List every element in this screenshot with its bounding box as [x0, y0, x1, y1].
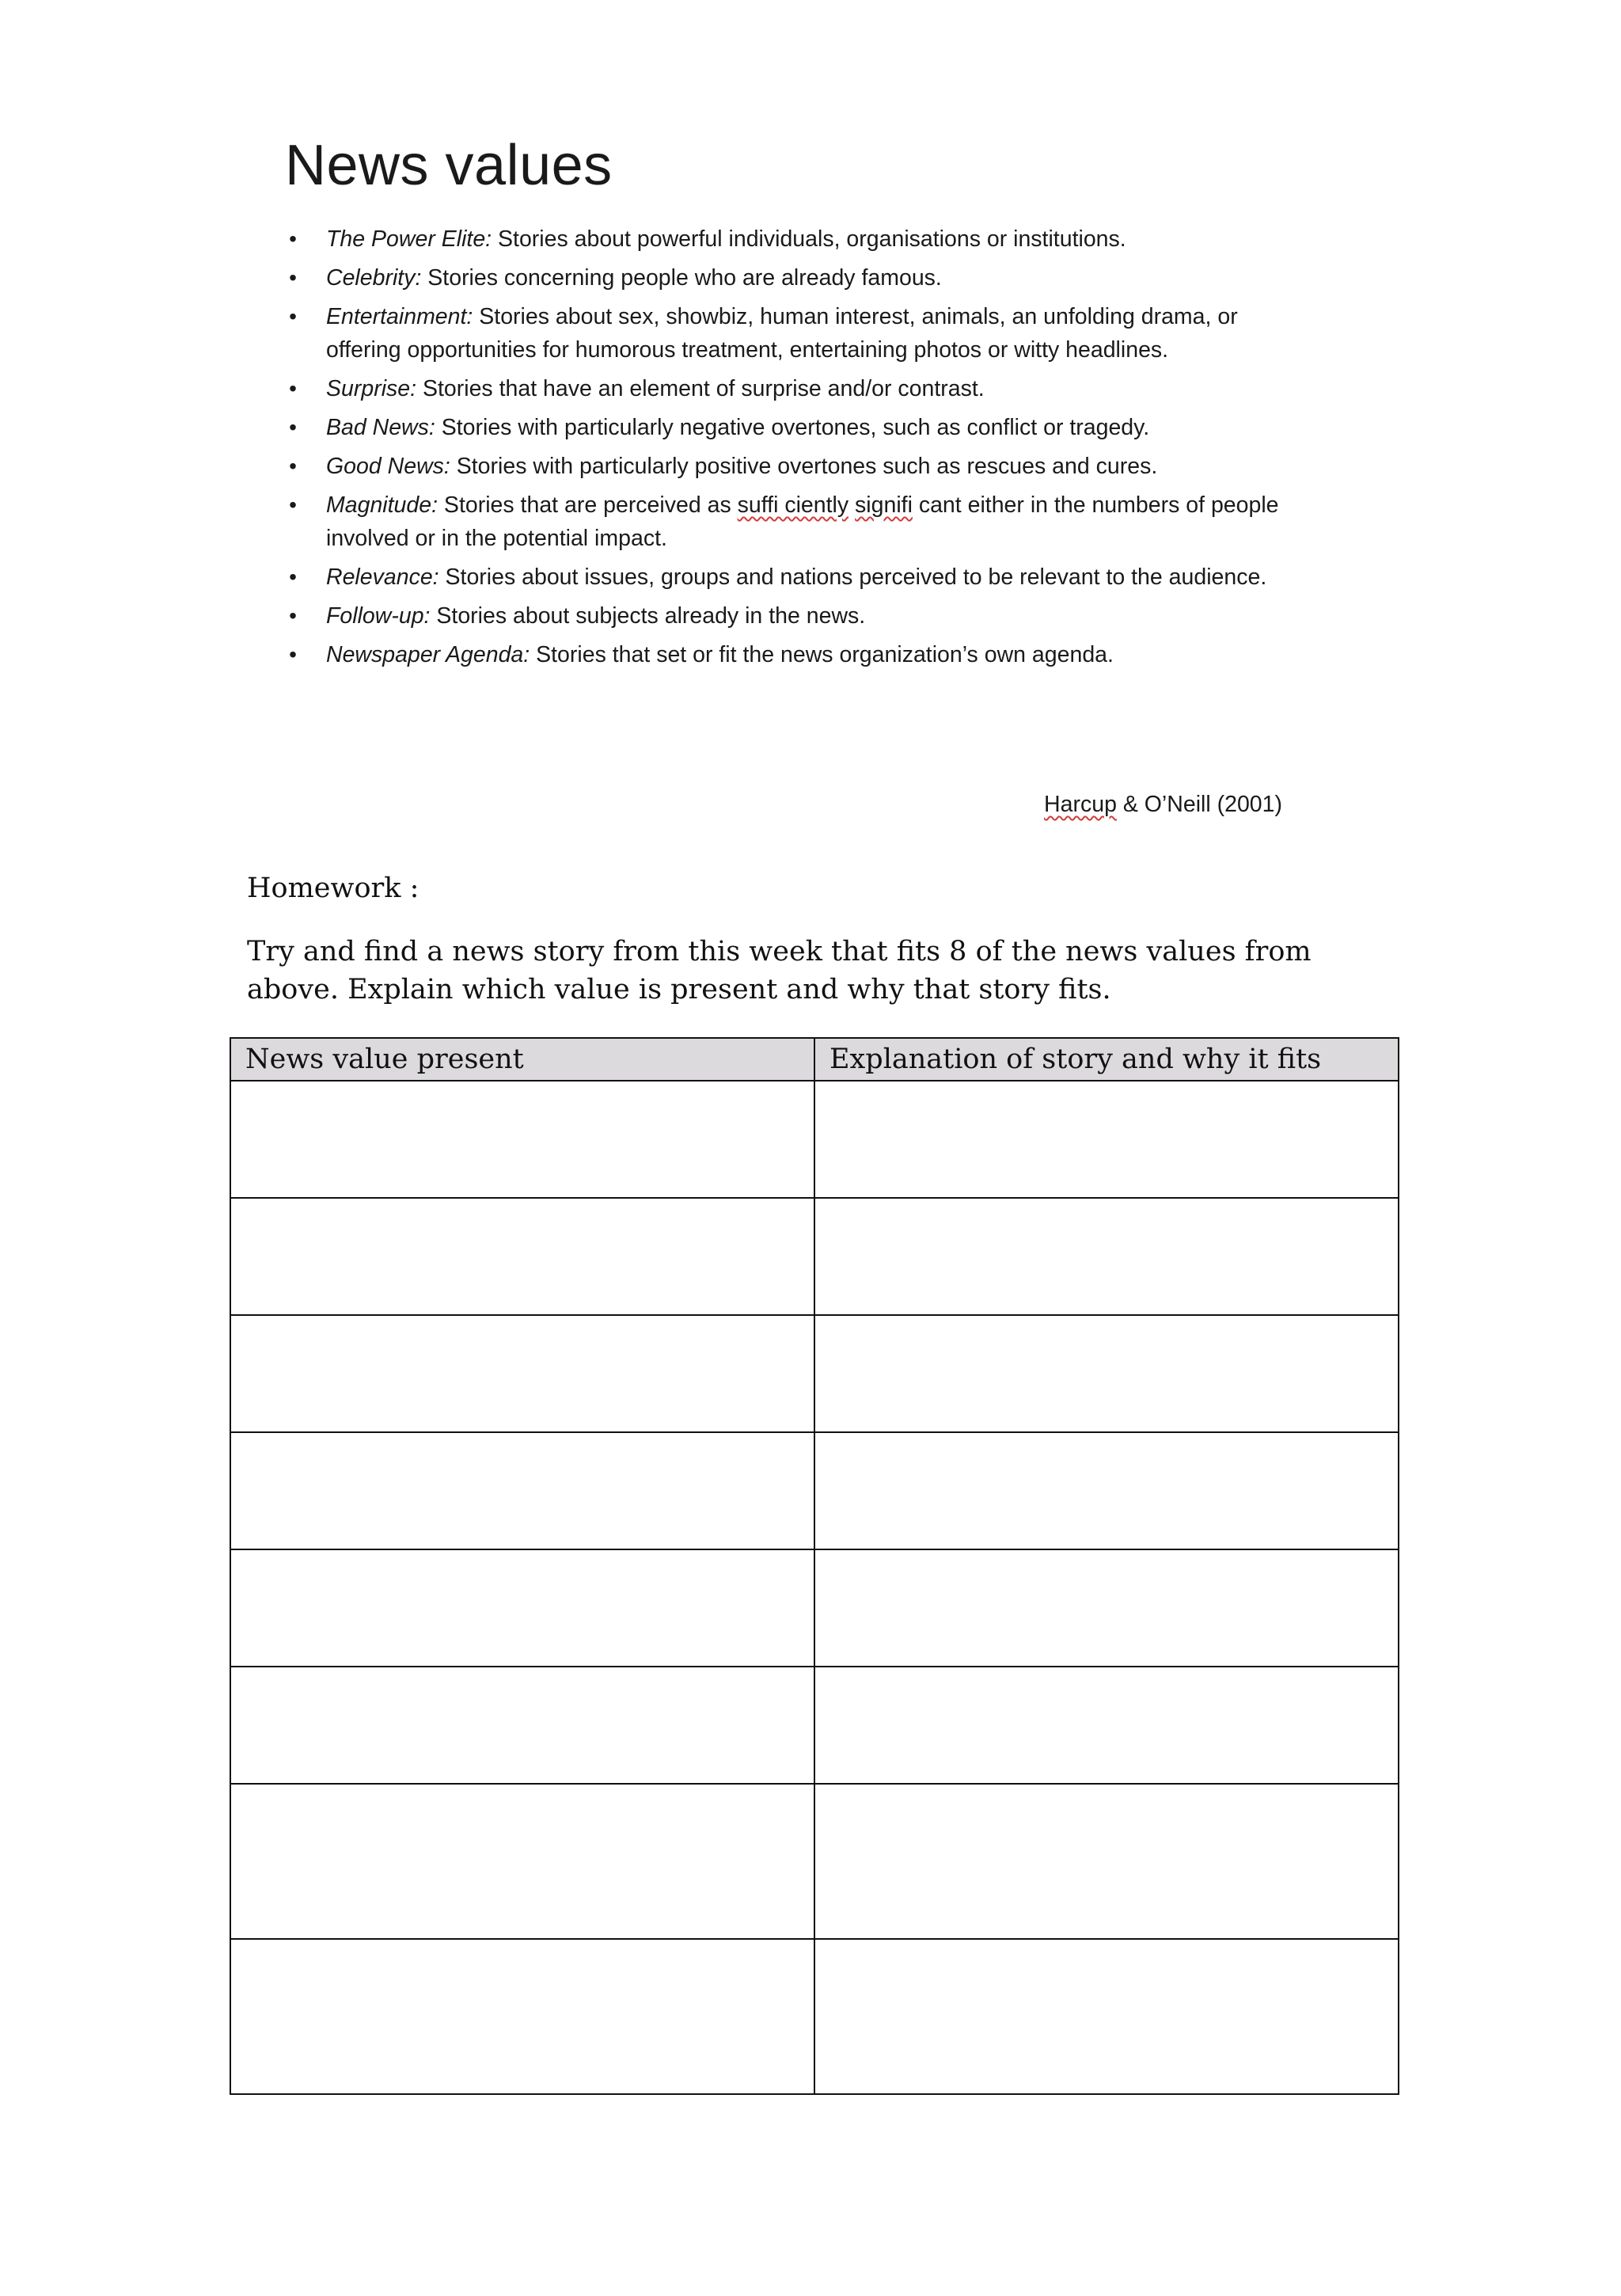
news-value-description-start: Stories that are perceived as [438, 492, 738, 519]
table-row [230, 1081, 1399, 1198]
news-value-term: Relevance: [326, 564, 439, 591]
column-header-explanation: Explanation of story and why it fits [814, 1038, 1399, 1081]
list-item [285, 450, 1282, 483]
news-value-description: Stories with particularly negative overtones, such as conflict or tragedy. [435, 415, 1150, 441]
news-value-cell[interactable] [230, 1939, 814, 2094]
news-value-cell[interactable] [230, 1667, 814, 1784]
bullet-icon: • [289, 642, 297, 667]
news-value-cell[interactable] [230, 1081, 814, 1198]
table-row [230, 1432, 1399, 1549]
news-value-term: Follow-up: [326, 603, 431, 629]
bullet-icon: • [289, 454, 297, 479]
bullet-icon: • [289, 304, 297, 329]
table-header-row [230, 1038, 1399, 1081]
news-value-cell[interactable] [230, 1198, 814, 1315]
list-item [285, 261, 1282, 295]
list-item [285, 372, 1282, 405]
news-value-term: Bad News: [326, 415, 435, 441]
news-value-description: Stories about sex, showbiz, human interest, animals, an unfolding drama, or offering opportunities for humorous treatment, entertaining photos or witty headlines. [326, 304, 1238, 363]
citation [1044, 792, 1282, 818]
homework-instructions: Try and find a news story from this week that fits 8 of the news values from above. Explain which value is present and why that story fits. [247, 936, 1312, 1005]
bullet-icon: • [289, 492, 297, 518]
news-value-cell[interactable] [230, 1549, 814, 1667]
news-value-description: Stories about subjects already in the news. [430, 603, 866, 629]
spellcheck-flagged-word: suffi ciently [737, 492, 849, 519]
list-item [285, 222, 1282, 256]
list-item [285, 561, 1282, 594]
explanation-cell[interactable] [814, 1549, 1399, 1667]
column-header-news-value: News value present [230, 1038, 814, 1081]
list-item [285, 599, 1282, 633]
explanation-cell[interactable] [814, 1315, 1399, 1432]
news-value-description: Stories that set or fit the news organization’s own agenda. [530, 642, 1114, 668]
table-row [230, 1549, 1399, 1667]
bullet-icon: • [289, 564, 297, 590]
news-value-term: Celebrity: [326, 265, 422, 291]
list-item [285, 300, 1282, 367]
list-item [285, 488, 1282, 555]
news-values-excerpt [285, 134, 1282, 817]
news-value-cell[interactable] [230, 1784, 814, 1939]
news-value-description: Stories about issues, groups and nations perceived to be relevant to the audience. [438, 564, 1267, 591]
table-row [230, 1667, 1399, 1784]
table-row [230, 1784, 1399, 1939]
news-value-description: Stories that have an element of surprise and/or contrast. [416, 376, 985, 402]
news-value-description: Stories about powerful individuals, organisations or institutions. [492, 226, 1126, 253]
table-row [230, 1315, 1399, 1432]
news-value-description-space [848, 492, 855, 518]
table-row [230, 1939, 1399, 2094]
list-item [285, 638, 1282, 671]
news-value-cell[interactable] [230, 1432, 814, 1549]
news-value-description: Stories concerning people who are already famous. [421, 265, 942, 291]
excerpt-title: News values [285, 134, 613, 197]
homework-section [247, 869, 1410, 1009]
bullet-icon: • [289, 226, 297, 252]
table-row [230, 1198, 1399, 1315]
news-value-term: Good News: [326, 454, 450, 480]
citation-author-flagged: Harcup [1044, 792, 1117, 817]
news-value-description-end: cant either in the numbers of people involved or in the potential impact. [326, 492, 1279, 552]
bullet-icon: • [289, 265, 297, 291]
bullet-icon: • [289, 603, 297, 629]
news-value-term: Newspaper Agenda: [326, 642, 530, 668]
homework-heading: Homework : [247, 872, 419, 904]
explanation-cell[interactable] [814, 1081, 1399, 1198]
explanation-cell[interactable] [814, 1198, 1399, 1315]
spellcheck-flagged-word: signifi [855, 492, 913, 519]
explanation-cell[interactable] [814, 1784, 1399, 1939]
news-value-term: The Power Elite: [326, 226, 492, 253]
news-value-term: Magnitude: [326, 492, 438, 519]
news-value-description: Stories with particularly positive overtones such as rescues and cures. [450, 454, 1158, 480]
bullet-icon: • [289, 376, 297, 401]
news-value-term: Entertainment: [326, 304, 473, 330]
citation-rest: & O’Neill (2001) [1116, 792, 1282, 817]
news-value-cell[interactable] [230, 1315, 814, 1432]
bullet-icon: • [289, 415, 297, 440]
news-values-table [230, 1037, 1399, 2095]
news-value-term: Surprise: [326, 376, 417, 402]
explanation-cell[interactable] [814, 1667, 1399, 1784]
list-item [285, 411, 1282, 444]
explanation-cell[interactable] [814, 1939, 1399, 2094]
news-values-list [285, 222, 1282, 671]
explanation-cell[interactable] [814, 1432, 1399, 1549]
